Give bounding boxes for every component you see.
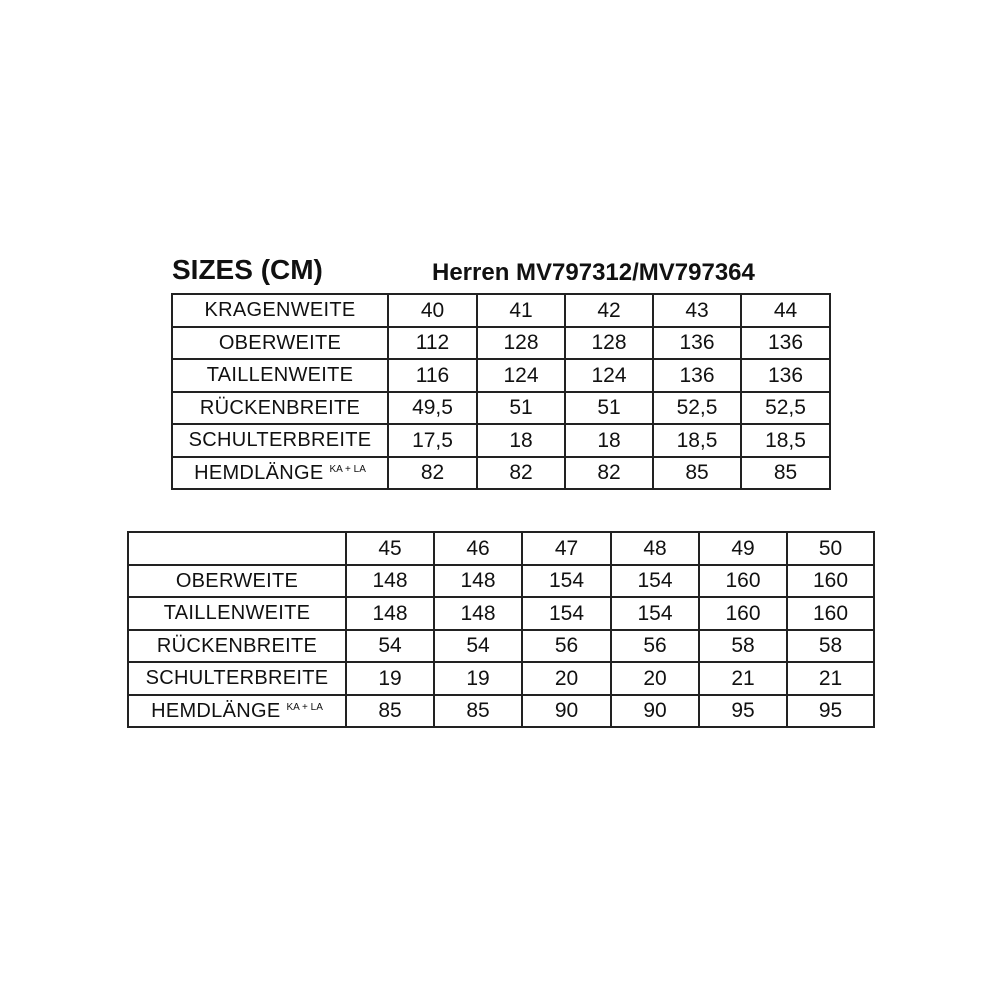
size-value-cell: 148 (346, 565, 434, 598)
row-label: OBERWEITE (175, 569, 299, 592)
row-label-note: KA + LA (286, 701, 323, 713)
size-value-cell: 90 (522, 695, 611, 728)
size-value-cell: 18 (565, 424, 653, 457)
table-row (128, 662, 874, 695)
size-value-cell: 43 (653, 294, 741, 327)
size-value-cell: 85 (346, 695, 434, 728)
size-value-cell: 18,5 (653, 424, 741, 457)
page-title: SIZES (CM) (172, 254, 323, 285)
row-label-cell (172, 392, 388, 425)
size-value-cell: 52,5 (741, 392, 830, 425)
size-value-cell: 19 (346, 662, 434, 695)
size-value-cell: 148 (434, 597, 522, 630)
size-value-cell: 18,5 (741, 424, 830, 457)
table-row (172, 424, 830, 457)
row-label: RÜCKENBREITE (156, 634, 318, 657)
size-value-cell: 154 (522, 565, 611, 598)
row-label-cell (172, 294, 388, 327)
size-value-cell: 20 (522, 662, 611, 695)
size-value-cell: 154 (522, 597, 611, 630)
row-label-cell (128, 565, 346, 598)
product-subtitle: Herren MV797312/MV797364 (432, 259, 755, 286)
table-row (128, 630, 874, 663)
size-value-cell: 82 (388, 457, 477, 490)
size-value-cell: 18 (477, 424, 565, 457)
size-value-cell: 52,5 (653, 392, 741, 425)
size-value-cell: 85 (741, 457, 830, 490)
size-value-cell: 128 (477, 327, 565, 360)
row-label: SCHULTERBREITE (188, 429, 372, 452)
row-label-cell (128, 597, 346, 630)
table-row (172, 392, 830, 425)
size-value-cell: 47 (522, 532, 611, 565)
row-label-cell (172, 359, 388, 392)
size-value-cell: 17,5 (388, 424, 477, 457)
size-value-cell: 82 (565, 457, 653, 490)
row-label-cell (172, 327, 388, 360)
row-label-cell (128, 630, 346, 663)
size-value-cell: 42 (565, 294, 653, 327)
size-value-cell: 160 (787, 597, 874, 630)
size-value-cell: 56 (522, 630, 611, 663)
row-label: TAILLENWEITE (163, 602, 311, 625)
table-row (172, 327, 830, 360)
row-label-cell (128, 532, 346, 565)
size-value-cell: 116 (388, 359, 477, 392)
size-value-cell: 20 (611, 662, 699, 695)
table-row (172, 294, 830, 327)
size-value-cell: 85 (434, 695, 522, 728)
row-label-cell (172, 424, 388, 457)
size-table-2 (127, 531, 875, 728)
size-value-cell: 95 (699, 695, 787, 728)
table-row (128, 597, 874, 630)
size-value-cell: 50 (787, 532, 874, 565)
row-label-cell (128, 695, 346, 728)
size-value-cell: 154 (611, 565, 699, 598)
size-value-cell: 124 (565, 359, 653, 392)
size-value-cell: 58 (787, 630, 874, 663)
size-value-cell: 154 (611, 597, 699, 630)
size-value-cell: 54 (434, 630, 522, 663)
size-value-cell: 90 (611, 695, 699, 728)
size-value-cell: 136 (653, 327, 741, 360)
table-row (128, 695, 874, 728)
size-value-cell: 148 (346, 597, 434, 630)
size-value-cell: 56 (611, 630, 699, 663)
size-value-cell: 41 (477, 294, 565, 327)
size-value-cell: 46 (434, 532, 522, 565)
table-row (128, 565, 874, 598)
size-value-cell: 160 (699, 565, 787, 598)
size-value-cell: 82 (477, 457, 565, 490)
size-value-cell: 160 (699, 597, 787, 630)
size-value-cell: 21 (787, 662, 874, 695)
table-row (172, 457, 830, 490)
size-value-cell: 148 (434, 565, 522, 598)
size-value-cell: 124 (477, 359, 565, 392)
table-row (172, 359, 830, 392)
size-value-cell: 112 (388, 327, 477, 360)
size-value-cell: 136 (741, 359, 830, 392)
row-label: SCHULTERBREITE (145, 667, 329, 690)
size-value-cell: 160 (787, 565, 874, 598)
size-value-cell: 136 (741, 327, 830, 360)
size-value-cell: 54 (346, 630, 434, 663)
row-label-cell (128, 662, 346, 695)
row-label: HEMDLÄNGE (194, 461, 324, 484)
row-label: HEMDLÄNGE (151, 699, 281, 722)
row-label-cell (172, 457, 388, 490)
size-value-cell: 51 (477, 392, 565, 425)
size-value-cell: 51 (565, 392, 653, 425)
size-value-cell: 48 (611, 532, 699, 565)
row-label: OBERWEITE (218, 331, 342, 354)
row-label-note: KA + LA (329, 463, 366, 475)
size-value-cell: 19 (434, 662, 522, 695)
table-row (128, 532, 874, 565)
size-value-cell: 45 (346, 532, 434, 565)
size-value-cell: 136 (653, 359, 741, 392)
size-value-cell: 40 (388, 294, 477, 327)
size-value-cell: 49,5 (388, 392, 477, 425)
size-value-cell: 95 (787, 695, 874, 728)
size-value-cell: 44 (741, 294, 830, 327)
size-value-cell: 49 (699, 532, 787, 565)
row-label: KRAGENWEITE (204, 299, 356, 322)
size-value-cell: 128 (565, 327, 653, 360)
size-value-cell: 21 (699, 662, 787, 695)
row-label: TAILLENWEITE (206, 364, 354, 387)
size-value-cell: 58 (699, 630, 787, 663)
size-table-1 (171, 293, 831, 490)
size-value-cell: 85 (653, 457, 741, 490)
row-label: RÜCKENBREITE (199, 396, 361, 419)
